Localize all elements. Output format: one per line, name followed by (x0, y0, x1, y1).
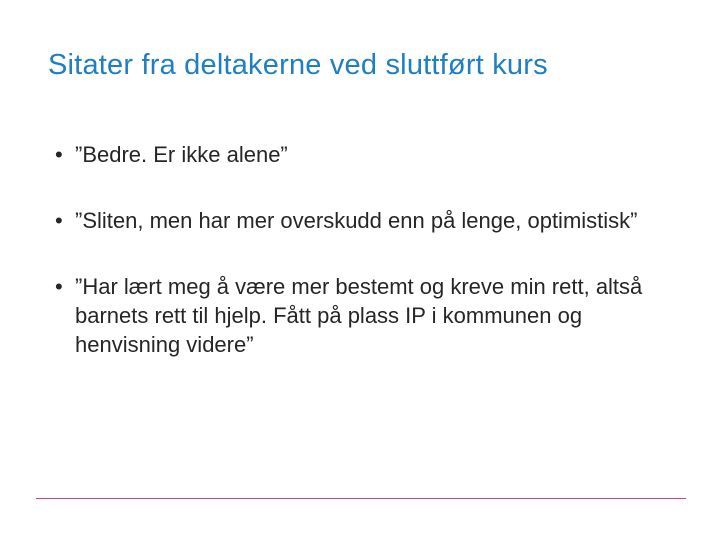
list-item (55, 140, 675, 169)
quote-text: ”Sliten, men har mer overskudd enn på lenge, optimistisk” (75, 208, 638, 233)
list-item (55, 272, 675, 359)
slide-title: Sitater fra deltakerne ved sluttført kurs (48, 49, 548, 81)
bullet-icon: • (55, 208, 63, 233)
quote-list (55, 140, 675, 396)
quote-text: ”Har lært meg å være mer bestemt og kreve min rett, altså barnets rett til hjelp. Fått på plass IP i kommunen og henvisning videre” (75, 274, 643, 357)
list-item (55, 206, 675, 235)
bullet-icon: • (55, 274, 63, 299)
footer-divider (36, 498, 686, 499)
bullet-icon: • (55, 142, 63, 167)
quote-text: ”Bedre. Er ikke alene” (75, 142, 288, 167)
